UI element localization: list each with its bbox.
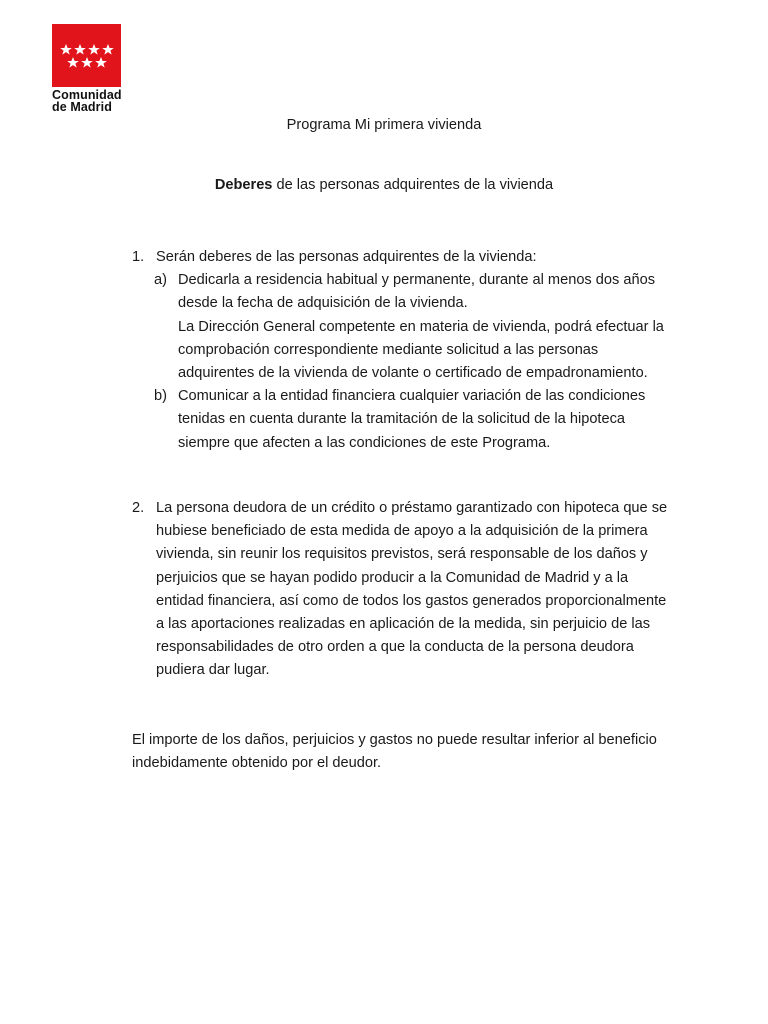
sub-item-line: comprobación correspondiente mediante solicitud a las personas	[178, 341, 599, 358]
document-title: Programa Mi primera vivienda	[286, 117, 482, 133]
document-subtitle	[0, 177, 768, 193]
sub-item-letter: b)	[154, 388, 167, 405]
stars-icon	[59, 43, 115, 69]
list-item-1	[132, 246, 672, 455]
sub-item-line: Comunicar a la entidad financiera cualquier variación de las condiciones	[178, 388, 646, 405]
list-number: 1.	[132, 249, 145, 265]
paragraph-line: indebidamente obtenido por el deudor.	[132, 755, 382, 772]
paragraph-line: La persona deudora de un crédito o préstamo garantizado con hipoteca que se	[156, 500, 668, 516]
logo-text	[52, 89, 132, 113]
logo-line-1: Comunidad	[52, 88, 122, 102]
sub-item-a	[156, 269, 672, 385]
sub-item-line: tenidas en cuenta durante la tramitación de la solicitud de la hipoteca	[178, 411, 626, 428]
list-item-2	[132, 497, 672, 683]
sub-item-line: adquirentes de la vivienda de volante o certificado de empadronamiento.	[178, 365, 648, 382]
paragraph-line: a las aportaciones realizadas en aplicación de la medida, sin perjuicio de las	[156, 616, 651, 633]
paragraph-line: hubiese beneficiado de esta medida de apoyo a la adquisición de la primera	[156, 523, 648, 540]
sub-item-line: Dedicarla a residencia habitual y permanente, durante al menos dos años	[178, 272, 656, 289]
comunidad-de-madrid-logo	[52, 24, 132, 113]
paragraph-line: perjuicios que se hayan podido producir a la Comunidad de Madrid y a la	[156, 569, 629, 586]
paragraph-line: pudiera dar lugar.	[156, 662, 270, 679]
sub-item-line: siempre que afecten a las condiciones de este Programa.	[178, 434, 551, 451]
sub-item-line: La Dirección General competente en materia de vivienda, podrá efectuar la	[178, 318, 664, 335]
logo-line-2: de Madrid	[52, 100, 112, 114]
subtitle-rest: de las personas adquirentes de la vivienda	[272, 177, 554, 193]
list-item-text: Serán deberes de las personas adquirentes de la vivienda:	[156, 249, 537, 265]
paragraph-line: El importe de los daños, perjuicios y gastos no puede resultar inferior al beneficio	[132, 732, 657, 748]
sub-item-line: desde la fecha de adquisición de la vivienda.	[178, 295, 468, 312]
sub-item-b	[156, 385, 672, 455]
closing-paragraph	[132, 729, 672, 775]
sub-item-letter: a)	[154, 272, 167, 289]
logo-red-box	[52, 24, 121, 87]
subtitle-bold: Deberes	[214, 177, 273, 193]
list-number: 2.	[132, 500, 145, 516]
paragraph-line: entidad financiera, así como de todos los gastos generados proporcionalmente	[156, 592, 667, 609]
paragraph-line: vivienda, sin reunir los requisitos previstos, será responsable de los daños y	[156, 546, 648, 563]
paragraph-line: responsabilidades de otro orden a que la conducta de la persona deudora	[156, 639, 634, 656]
